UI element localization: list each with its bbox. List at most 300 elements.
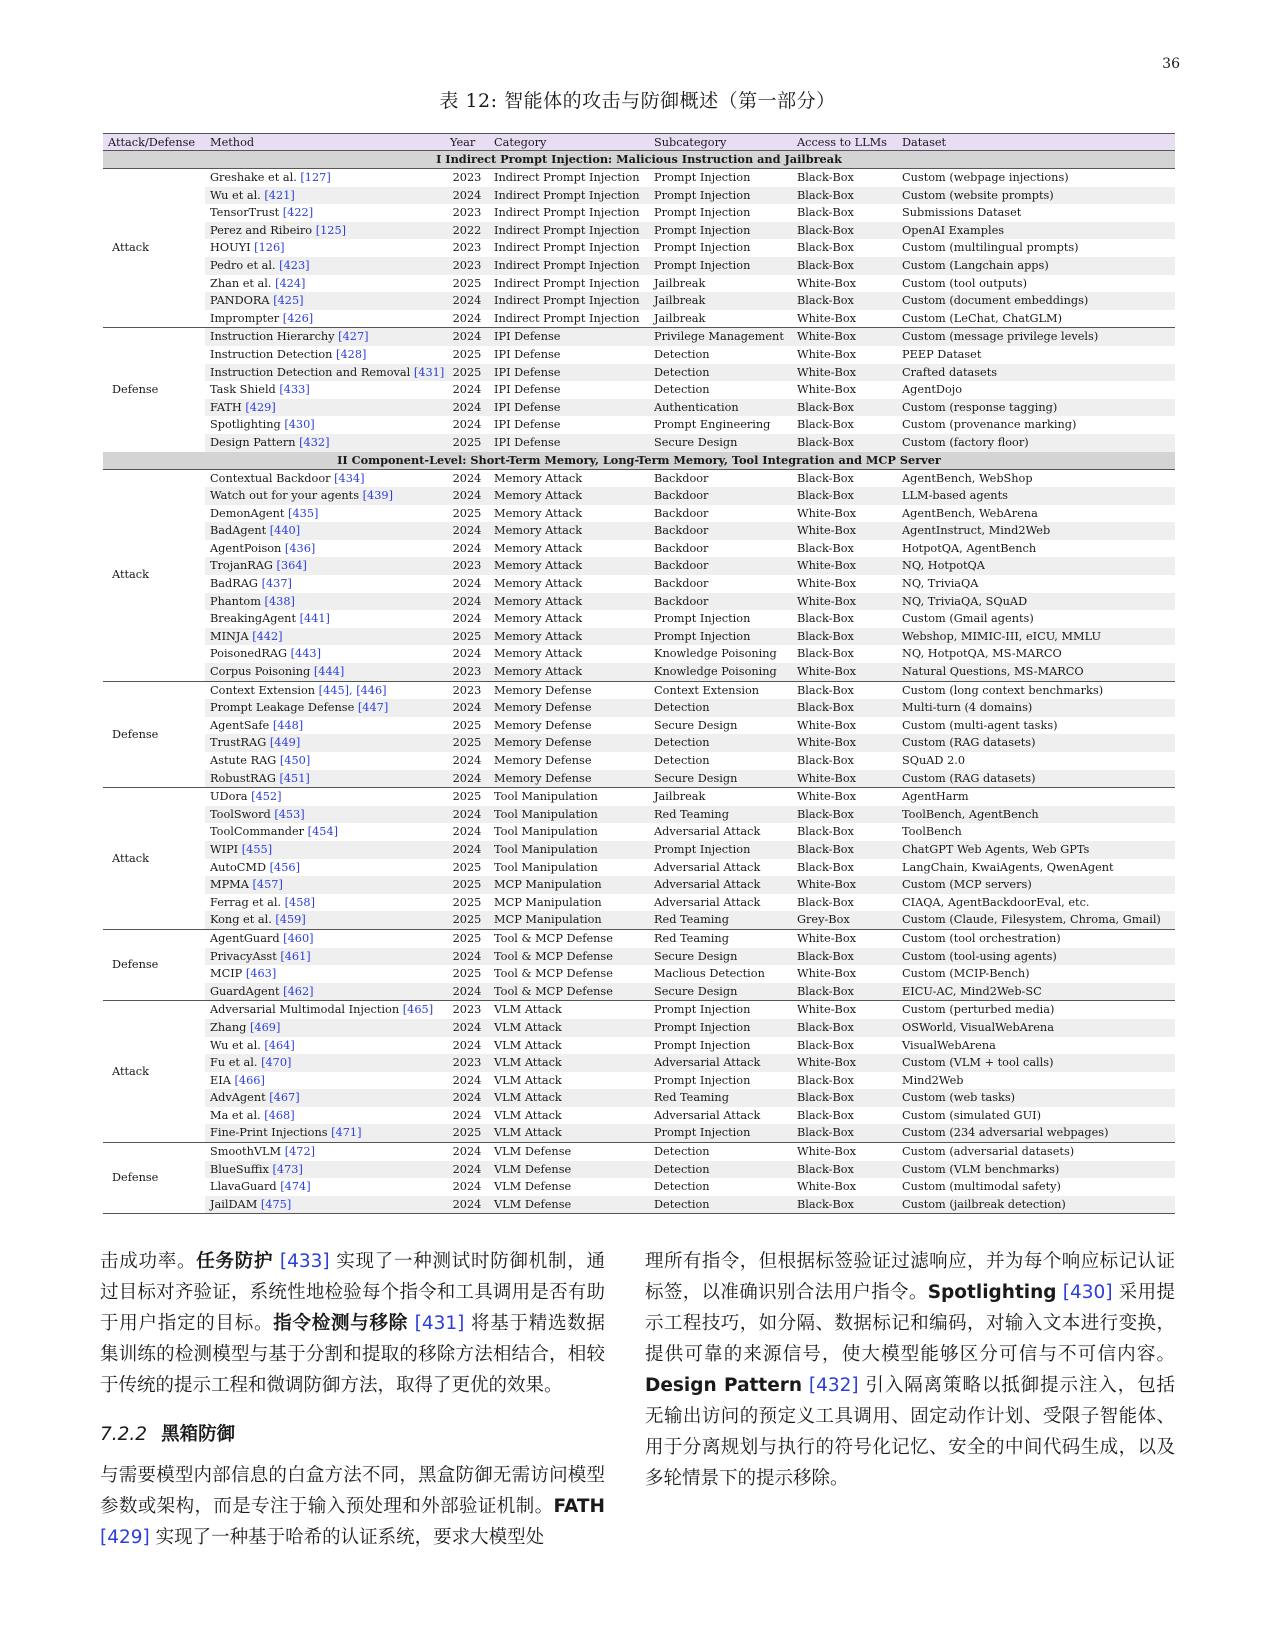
method-cell [205, 399, 445, 417]
category-cell: Tool & MCP Defense [494, 967, 613, 981]
year-cell: 2024 [452, 612, 482, 626]
table-header [103, 133, 1175, 151]
subcategory-cell: Red Teaming [654, 807, 729, 821]
category-cell: VLM Attack [494, 1020, 562, 1034]
citation-link[interactable]: [470] [261, 1056, 292, 1070]
category-cell: Indirect Prompt Injection [494, 311, 640, 325]
subcategory-cell: Prompt Injection [654, 612, 751, 626]
method-name: Design Pattern [210, 435, 296, 449]
method-name: Wu et al. [210, 1038, 261, 1052]
category-cell: Indirect Prompt Injection [494, 171, 640, 184]
year-cell: 2025 [452, 365, 482, 379]
method-name: Adversarial Multimodal Injection [210, 1003, 400, 1017]
year-cell: 2025 [452, 276, 482, 290]
citation-link[interactable]: [456] [269, 860, 301, 874]
role-cell: Attack [112, 1064, 149, 1078]
method-cell [205, 1161, 445, 1179]
category-cell: Indirect Prompt Injection [494, 258, 640, 272]
citation-link[interactable]: [452] [251, 790, 282, 804]
table-row [205, 434, 1175, 452]
year-cell: 2025 [452, 790, 482, 804]
subcategory-cell: Backdoor [654, 541, 709, 555]
citation-link[interactable]: [364] [276, 559, 307, 573]
method-name: Greshake et al. [210, 171, 297, 184]
category-cell: Tool Manipulation [494, 860, 598, 874]
dataset-cell: Custom (tool outputs) [902, 276, 1027, 290]
method-name: Pedro et al. [210, 258, 276, 272]
header-cell: Subcategory [654, 136, 727, 149]
subcategory-cell: Maclious Detection [654, 967, 765, 981]
dataset-cell: Custom (message privilege levels) [902, 330, 1099, 344]
subcategory-cell: Adversarial Attack [654, 895, 761, 909]
citation-link[interactable]: [467] [269, 1091, 300, 1105]
access-cell: White-Box [797, 347, 857, 361]
group-rows [205, 1143, 1175, 1213]
citation-link[interactable]: [443] [290, 647, 322, 661]
dataset-cell: Custom (multimodal safety) [902, 1180, 1061, 1194]
table-row [205, 522, 1175, 540]
method-cell [205, 434, 445, 452]
year-cell: 2023 [452, 206, 482, 220]
table-row [205, 930, 1175, 948]
method-cell [205, 187, 445, 205]
table-row [205, 894, 1175, 912]
dataset-cell: Custom (jailbreak detection) [902, 1197, 1066, 1211]
role-cell: Defense [112, 383, 159, 397]
citation-link[interactable]: [465] [402, 1003, 434, 1017]
citation-link[interactable]: [449] [269, 736, 301, 750]
category-cell: VLM Attack [494, 1003, 562, 1017]
category-cell: Memory Attack [494, 541, 583, 555]
subcategory-cell: Detection [654, 1162, 710, 1176]
citation-link[interactable]: [458] [284, 895, 316, 909]
citation-link[interactable]: [472] [284, 1145, 316, 1159]
category-cell: Memory Attack [494, 524, 583, 538]
category-cell: Tool & MCP Defense [494, 949, 613, 963]
category-cell: Indirect Prompt Injection [494, 188, 640, 202]
citation-link[interactable]: [427] [338, 330, 369, 344]
table-row [205, 557, 1175, 575]
category-cell: Tool Manipulation [494, 807, 598, 821]
year-cell: 2024 [452, 471, 482, 485]
method-cell [205, 1072, 445, 1090]
method-name: Fu et al. [210, 1056, 258, 1070]
method-name: ToolSword [210, 807, 271, 821]
citation-link[interactable]: [459] [275, 913, 306, 927]
table-row [205, 645, 1175, 663]
dataset-cell: AgentBench, WebShop [902, 471, 1033, 485]
subsection-number: 7.2.2 [100, 1424, 148, 1445]
access-cell: Black-Box [797, 258, 854, 272]
category-cell: IPI Defense [494, 418, 561, 432]
citation-link[interactable]: [421] [264, 188, 295, 202]
year-cell: 2025 [452, 435, 482, 449]
role-cell: Attack [112, 241, 149, 255]
table-row [205, 699, 1175, 717]
dataset-cell: Custom (VLM benchmarks) [902, 1162, 1060, 1176]
bold-term: FATH [553, 1496, 605, 1517]
category-cell: Memory Defense [494, 771, 592, 785]
method-cell [205, 682, 445, 700]
citation-link[interactable]: [471] [331, 1126, 362, 1140]
table-row [205, 983, 1175, 1001]
dataset-cell: ChatGPT Web Agents, Web GPTs [902, 842, 1090, 856]
table-row [205, 1054, 1175, 1072]
method-name: Corpus Poisoning [210, 665, 311, 679]
method-cell [205, 930, 445, 948]
row-group [103, 787, 1175, 929]
citation-link[interactable]: [468] [264, 1108, 295, 1122]
dataset-cell: Mind2Web [902, 1073, 964, 1087]
access-cell: White-Box [797, 718, 857, 732]
method-name: Wu et al. [210, 188, 261, 202]
dataset-cell: Custom (MCP servers) [902, 878, 1032, 892]
citation-link[interactable]: [432] [808, 1375, 859, 1396]
subcategory-cell: Backdoor [654, 524, 709, 538]
citation-link[interactable]: [429] [100, 1527, 150, 1548]
access-cell: Black-Box [797, 701, 854, 715]
access-cell: Black-Box [797, 1108, 854, 1122]
category-cell: Memory Defense [494, 736, 592, 750]
citation-link[interactable]: [463] [245, 967, 277, 981]
paragraph-black-box-defense [100, 1460, 605, 1553]
subcategory-cell: Backdoor [654, 506, 709, 520]
citation-link[interactable]: [437] [261, 577, 292, 591]
body-column-left [100, 1246, 605, 1553]
year-cell: 2025 [452, 860, 482, 874]
year-cell: 2023 [452, 171, 482, 184]
subcategory-cell: Prompt Injection [654, 1020, 751, 1034]
access-cell: White-Box [797, 931, 857, 945]
method-name: AgentPoison [210, 541, 282, 555]
role-cell: Defense [112, 727, 159, 741]
method-name: AgentGuard [210, 931, 280, 945]
method-cell [205, 575, 445, 593]
method-cell [205, 470, 445, 488]
access-cell: Black-Box [797, 1197, 854, 1211]
year-cell: 2024 [452, 311, 482, 325]
citation-link[interactable]: [454] [307, 825, 339, 839]
body-column-right [645, 1246, 1175, 1494]
citation-link[interactable]: [464] [264, 1038, 295, 1052]
citation-link[interactable]: [466] [234, 1073, 265, 1087]
table-row [205, 416, 1175, 434]
method-cell [205, 416, 445, 434]
method-name: TrustRAG [210, 736, 267, 750]
access-cell: White-Box [797, 330, 857, 344]
citation-link[interactable]: [426] [282, 311, 314, 325]
citation-link[interactable]: [469] [249, 1020, 281, 1034]
subcategory-cell: Adversarial Attack [654, 860, 761, 874]
citation-link[interactable]: [431] [414, 1313, 465, 1334]
table-row [205, 770, 1175, 788]
table-row [205, 257, 1175, 275]
text-run: 与需要模型内部信息的白盒方法不同，黑盒防御无需访问模型参数或架构，而是专注于输入预处理和外部验证机制。 [100, 1465, 605, 1517]
method-name: WIPI [210, 842, 239, 856]
dataset-cell: VisualWebArena [902, 1038, 996, 1052]
citation-link[interactable]: [431] [413, 365, 445, 379]
access-cell: Black-Box [797, 294, 854, 308]
access-cell: Black-Box [797, 807, 854, 821]
method-name: BlueSuffix [210, 1162, 269, 1176]
category-cell: Indirect Prompt Injection [494, 241, 640, 255]
method-cell [205, 948, 445, 966]
year-cell: 2024 [452, 1020, 482, 1034]
access-cell: Black-Box [797, 188, 854, 202]
bold-term: Spotlighting [927, 1282, 1057, 1303]
citation-link[interactable]: [447] [357, 701, 389, 715]
text-run: 理所有指令，但根据标签验证过滤响应，并为每个响应标记认证标签，以准确识别合法用户指令。 [645, 1251, 1175, 1303]
table-row [205, 823, 1175, 841]
category-cell: Memory Attack [494, 629, 583, 643]
subsection-title: 黑箱防御 [161, 1424, 236, 1445]
access-cell: White-Box [797, 665, 857, 679]
dataset-cell: Custom (web tasks) [902, 1091, 1016, 1105]
method-name: MPMA [210, 878, 249, 892]
method-cell [205, 663, 445, 681]
method-cell [205, 806, 445, 824]
subcategory-cell: Jailbreak [654, 294, 706, 308]
citation-link[interactable]: [474] [280, 1180, 311, 1194]
subcategory-cell: Adversarial Attack [654, 878, 761, 892]
access-cell: Black-Box [797, 1126, 854, 1140]
citation-link[interactable]: [460] [283, 931, 314, 945]
table-row [205, 399, 1175, 417]
year-cell: 2023 [452, 665, 482, 679]
method-name: MINJA [210, 629, 249, 643]
year-cell: 2025 [452, 718, 482, 732]
citation-link[interactable]: [473] [272, 1162, 303, 1176]
year-cell: 2024 [452, 1197, 482, 1211]
method-name: FATH [210, 400, 242, 414]
category-cell: VLM Defense [494, 1180, 572, 1194]
dataset-cell: Custom (MCIP-Bench) [902, 967, 1030, 981]
year-cell: 2025 [452, 931, 482, 945]
row-group [103, 470, 1175, 681]
year-cell: 2024 [452, 1145, 482, 1159]
method-name: ToolCommander [210, 825, 305, 839]
citation-link[interactable]: [448] [272, 718, 304, 732]
table-row [205, 948, 1175, 966]
access-cell: Black-Box [797, 171, 854, 184]
access-cell: White-Box [797, 1180, 857, 1194]
text-run [273, 1251, 280, 1272]
dataset-cell: Custom (multilingual prompts) [902, 241, 1079, 255]
category-cell: Tool & MCP Defense [494, 984, 613, 998]
dataset-cell: SQuAD 2.0 [902, 754, 966, 767]
method-name: BreakingAgent [210, 612, 296, 626]
year-cell: 2024 [452, 1038, 482, 1052]
access-cell: Black-Box [797, 647, 854, 661]
table-row [205, 682, 1175, 700]
page-number: 36 [1162, 56, 1180, 72]
method-cell [205, 328, 445, 346]
method-cell [205, 1001, 445, 1019]
subcategory-cell: Detection [654, 1197, 710, 1211]
access-cell: Black-Box [797, 1038, 854, 1052]
citation-link[interactable]: [425] [273, 294, 304, 308]
citation-link[interactable]: [433] [279, 1251, 330, 1272]
citation-link[interactable]: [429] [245, 400, 276, 414]
subcategory-cell: Prompt Injection [654, 629, 751, 643]
table-row [205, 487, 1175, 505]
dataset-cell: Custom (website prompts) [902, 188, 1054, 202]
header-cell: Year [450, 136, 476, 149]
year-cell: 2024 [452, 771, 482, 785]
access-cell: Black-Box [797, 400, 854, 414]
citation-link[interactable]: [475] [260, 1197, 292, 1211]
dataset-cell: LLM-based agents [902, 489, 1008, 503]
citation-link[interactable]: [453] [274, 807, 305, 821]
table-row [205, 364, 1175, 382]
citation-link[interactable]: [455] [241, 842, 273, 856]
method-cell [205, 593, 445, 611]
year-cell: 2023 [452, 241, 482, 255]
citation-link[interactable]: [451] [279, 771, 310, 785]
citation-link[interactable]: [433] [279, 383, 310, 397]
access-cell: Black-Box [797, 206, 854, 220]
table-row [205, 593, 1175, 611]
group-rows [205, 930, 1175, 1000]
group-rows [205, 470, 1175, 681]
citation-link[interactable]: [441] [299, 612, 330, 626]
method-name: DemonAgent [210, 506, 285, 520]
category-cell: Memory Defense [494, 718, 592, 732]
citation-link[interactable]: [428] [336, 347, 367, 361]
year-cell: 2023 [452, 1003, 482, 1017]
table-row [205, 275, 1175, 293]
category-cell: MCP Manipulation [494, 895, 602, 909]
citation-link[interactable]: [438] [264, 594, 295, 608]
category-cell: IPI Defense [494, 347, 561, 361]
citation-link[interactable]: [461] [280, 949, 311, 963]
method-cell [205, 788, 445, 806]
citation-link[interactable]: [436] [284, 541, 316, 555]
method-cell [205, 239, 445, 257]
year-cell: 2024 [452, 383, 482, 397]
access-cell: White-Box [797, 524, 857, 538]
method-cell [205, 1107, 445, 1125]
citation-link[interactable]: [457] [252, 878, 283, 892]
access-cell: Grey-Box [797, 913, 850, 927]
table-row [205, 505, 1175, 523]
method-name: Contextual Backdoor [210, 471, 331, 485]
row-group [103, 1000, 1175, 1142]
citation-link[interactable]: [442] [252, 629, 283, 643]
citation-link[interactable]: [440] [269, 524, 301, 538]
citation-link[interactable]: [430] [1062, 1282, 1113, 1303]
table-row [205, 381, 1175, 399]
subcategory-cell: Detection [654, 383, 710, 397]
dataset-cell: Custom (LeChat, ChatGLM) [902, 311, 1063, 325]
category-cell: Tool Manipulation [494, 825, 598, 839]
category-cell: Memory Attack [494, 506, 583, 520]
year-cell: 2023 [452, 1056, 482, 1070]
subcategory-cell: Detection [654, 736, 710, 750]
dataset-cell: Custom (document embeddings) [902, 294, 1089, 308]
access-cell: Black-Box [797, 612, 854, 626]
method-name: Context Extension [210, 683, 316, 697]
citation-link[interactable]: [462] [283, 984, 314, 998]
dataset-cell: Custom (RAG datasets) [902, 771, 1036, 785]
citation-link[interactable]: [445], [446] [318, 683, 387, 697]
subcategory-cell: Prompt Injection [654, 241, 751, 255]
category-cell: Memory Defense [494, 701, 592, 715]
method-cell [205, 364, 445, 382]
subcategory-cell: Prompt Injection [654, 1038, 751, 1052]
method-name: Kong et al. [210, 913, 272, 927]
subcategory-cell: Prompt Injection [654, 188, 751, 202]
citation-link[interactable]: [422] [282, 206, 314, 220]
year-cell: 2025 [452, 1126, 482, 1140]
subcategory-cell: Backdoor [654, 471, 709, 485]
dataset-cell: Custom (tool-using agents) [902, 949, 1057, 963]
citation-link[interactable]: [424] [275, 276, 306, 290]
method-cell [205, 222, 445, 240]
year-cell: 2024 [452, 489, 482, 503]
method-cell [205, 965, 445, 983]
citation-link[interactable]: [430] [284, 418, 315, 432]
category-cell: Indirect Prompt Injection [494, 276, 640, 290]
access-cell: White-Box [797, 365, 857, 379]
subcategory-cell: Knowledge Poisoning [654, 647, 777, 661]
method-cell [205, 1054, 445, 1072]
citation-link[interactable]: [435] [288, 506, 319, 520]
table-row [205, 1196, 1175, 1214]
subcategory-cell: Red Teaming [654, 913, 729, 927]
subcategory-cell: Red Teaming [654, 1091, 729, 1105]
subcategory-cell: Secure Design [654, 984, 738, 998]
method-name: BadRAG [210, 577, 258, 591]
category-cell: Tool Manipulation [494, 842, 598, 856]
access-cell: Black-Box [797, 683, 854, 697]
access-cell: White-Box [797, 276, 857, 290]
subcategory-cell: Jailbreak [654, 790, 706, 804]
subcategory-cell: Privilege Management [654, 330, 784, 344]
access-cell: Black-Box [797, 629, 854, 643]
subcategory-cell: Knowledge Poisoning [654, 665, 777, 679]
citation-link[interactable]: [444] [313, 665, 345, 679]
access-cell: Black-Box [797, 471, 854, 485]
citation-link[interactable]: [439] [362, 489, 393, 503]
category-cell: MCP Manipulation [494, 913, 602, 927]
access-cell: Black-Box [797, 418, 854, 432]
table-row [205, 222, 1175, 240]
citation-link[interactable]: [432] [299, 435, 330, 449]
method-cell [205, 204, 445, 222]
dataset-cell: Custom (VLM + tool calls) [902, 1056, 1054, 1070]
citation-link[interactable]: [125] [315, 223, 347, 237]
citation-link[interactable]: [126] [254, 241, 285, 255]
subcategory-cell: Red Teaming [654, 931, 729, 945]
subcategory-cell: Jailbreak [654, 276, 706, 290]
paragraph-spotlighting [645, 1246, 1175, 1494]
citation-link[interactable]: [434] [334, 471, 365, 485]
access-cell: Black-Box [797, 984, 854, 998]
citation-link[interactable]: [450] [279, 754, 311, 767]
year-cell: 2024 [452, 330, 482, 344]
citation-link[interactable]: [423] [279, 258, 310, 272]
method-cell [205, 699, 445, 717]
subcategory-cell: Prompt Injection [654, 1003, 751, 1017]
row-group [103, 1142, 1175, 1213]
method-name: Instruction Detection [210, 347, 333, 361]
method-cell [205, 770, 445, 788]
citation-link[interactable]: [127] [300, 171, 331, 184]
subcategory-cell: Prompt Engineering [654, 418, 771, 432]
table-row [205, 169, 1175, 187]
method-cell [205, 1196, 445, 1214]
